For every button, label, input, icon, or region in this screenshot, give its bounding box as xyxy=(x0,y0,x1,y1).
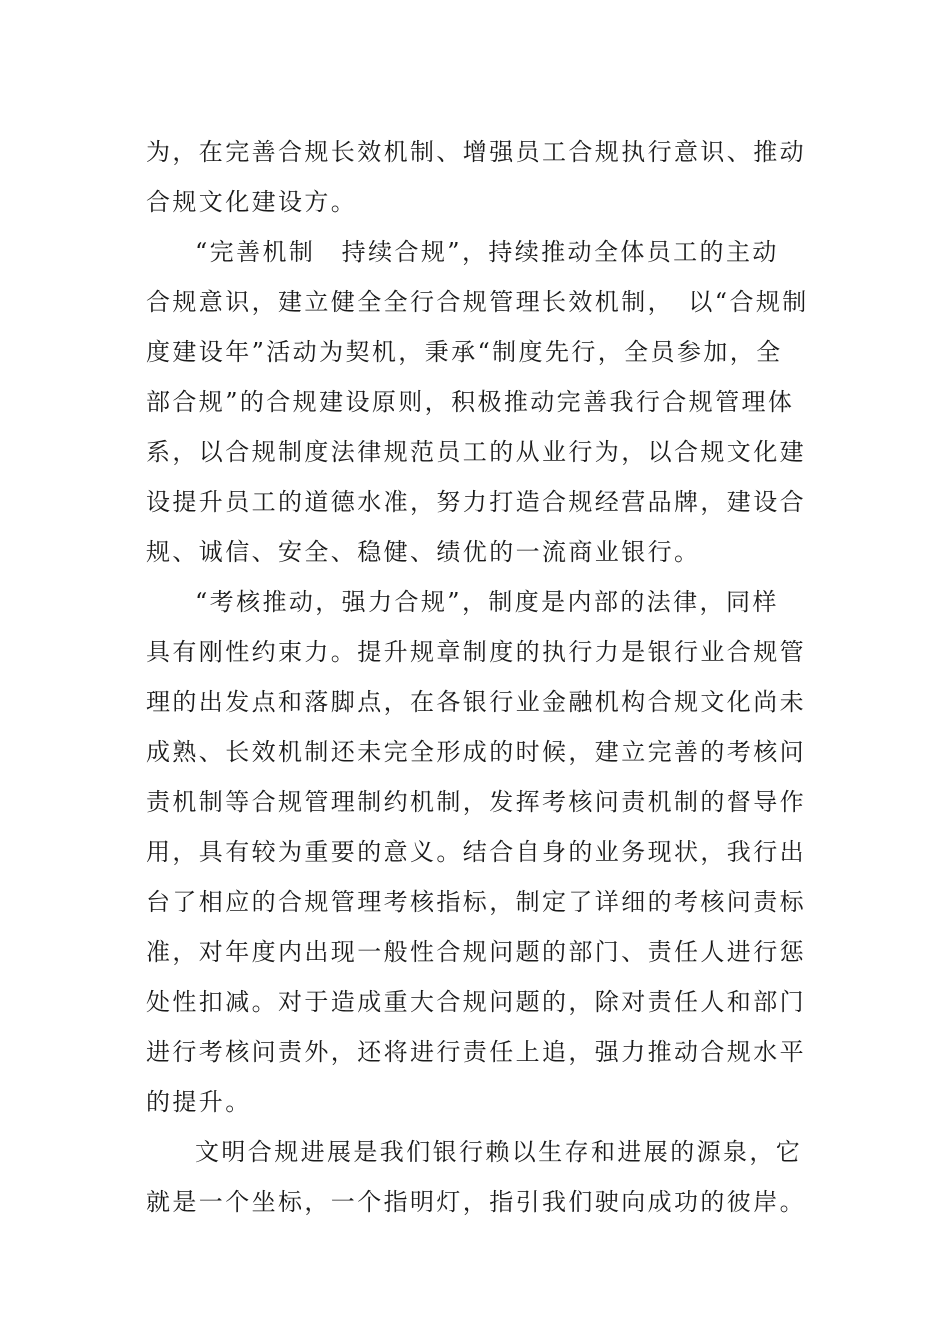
text-line: 具有刚性约束力。提升规章制度的执行力是银行业合规管 xyxy=(146,638,806,666)
paragraph-start-line: “考核推动，强力合规”，制度是内部的法律，同样 xyxy=(195,588,779,616)
text-line: 准，对年度内出现一般性合规问题的部门、责任人进行惩 xyxy=(146,938,806,966)
text-line: 的提升。 xyxy=(146,1088,252,1116)
text-line: 成熟、长效机制还未完全形成的时候，建立完善的考核问 xyxy=(146,738,806,766)
text-line: 责机制等合规管理制约机制，发挥考核问责机制的督导作 xyxy=(146,788,806,816)
paragraph-start-line: “完善机制 持续合规”，持续推动全体员工的主动 xyxy=(195,238,779,266)
text-line: 理的出发点和落脚点，在各银行业金融机构合规文化尚未 xyxy=(146,688,806,716)
text-line: 为，在完善合规长效机制、增强员工合规执行意识、推动 xyxy=(146,138,806,166)
text-line: 用，具有较为重要的意义。结合自身的业务现状，我行出 xyxy=(146,838,806,866)
text-line: 设提升员工的道德水准，努力打造合规经营品牌，建设合 xyxy=(146,488,806,516)
text-line: 规、诚信、安全、稳健、绩优的一流商业银行。 xyxy=(146,538,701,566)
text-line: 进行考核问责外，还将进行责任上追，强力推动合规水平 xyxy=(146,1038,806,1066)
text-line: 合规文化建设方。 xyxy=(146,188,358,216)
paragraph-start-line: 文明合规进展是我们银行赖以生存和进展的源泉，它 xyxy=(195,1138,803,1166)
text-line: 就是一个坐标，一个指明灯，指引我们驶向成功的彼岸。 xyxy=(146,1188,806,1216)
text-line: 台了相应的合规管理考核指标，制定了详细的考核问责标 xyxy=(146,888,806,916)
text-line: 合规意识，建立健全全行合规管理长效机制， 以“合规制 xyxy=(146,288,809,316)
text-line: 处性扣减。对于造成重大合规问题的，除对责任人和部门 xyxy=(146,988,806,1016)
text-line: 部合规”的合规建设原则，积极推动完善我行合规管理体 xyxy=(146,388,795,416)
text-line: 系，以合规制度法律规范员工的从业行为，以合规文化建 xyxy=(146,438,806,466)
text-line: 度建设年”活动为契机，秉承“制度先行，全员参加，全 xyxy=(146,338,783,366)
